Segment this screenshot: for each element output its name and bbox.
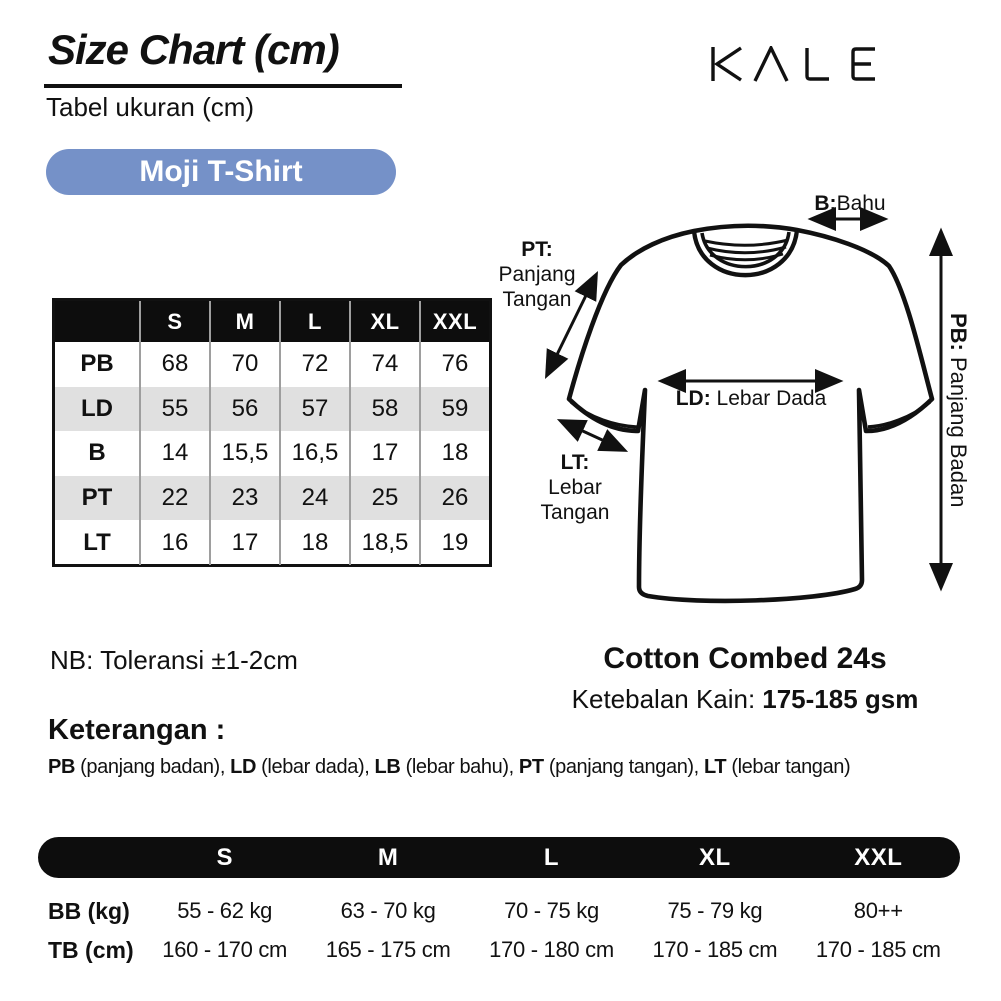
fit-cell: 70 - 75 kg bbox=[504, 898, 599, 923]
panjang-badan-label: PB: Panjang Badan bbox=[946, 312, 972, 508]
table-cell: 17 bbox=[209, 520, 279, 565]
table-cell: 16 bbox=[139, 520, 209, 565]
size-col-header: M bbox=[209, 301, 279, 342]
legend-line: PB (panjang badan), LD (lebar dada), LB (lebar bahu), PT (panjang tangan), LT (lebar tangan) bbox=[48, 756, 851, 778]
table-cell: 74 bbox=[349, 342, 419, 387]
fit-cell: 165 - 175 cm bbox=[325, 937, 451, 962]
legend-title: Keterangan : bbox=[48, 714, 226, 746]
size-col-header: XXL bbox=[419, 301, 489, 342]
table-cell: 14 bbox=[139, 431, 209, 476]
fit-row-bb bbox=[38, 893, 960, 929]
size-table-corner bbox=[55, 301, 139, 342]
fit-cell: 160 - 170 cm bbox=[162, 937, 288, 962]
fit-cell: 170 - 185 cm bbox=[652, 937, 778, 962]
tolerance-note: NB: Toleransi ±1-2cm bbox=[50, 645, 298, 675]
kale-logo bbox=[710, 46, 890, 82]
product-badge-label: Moji T-Shirt bbox=[139, 155, 303, 188]
table-cell: 58 bbox=[349, 387, 419, 432]
table-cell: 17 bbox=[349, 431, 419, 476]
table-cell: 22 bbox=[139, 476, 209, 521]
fit-cell: 75 - 79 kg bbox=[667, 898, 763, 923]
collar-rib bbox=[705, 240, 788, 245]
table-cell: 24 bbox=[279, 476, 349, 521]
fit-cell: 63 - 70 kg bbox=[340, 898, 436, 923]
fit-col-header: L bbox=[543, 843, 560, 871]
page-subtitle: Tabel ukuran (cm) bbox=[46, 92, 255, 122]
size-col-header: XL bbox=[349, 301, 419, 342]
table-cell: 25 bbox=[349, 476, 419, 521]
row-label: B bbox=[88, 439, 106, 467]
table-cell: 56 bbox=[209, 387, 279, 432]
table-cell: 26 bbox=[419, 476, 489, 521]
panjang-tangan-label: PT: Panjang Tangan bbox=[498, 238, 576, 312]
size-table bbox=[52, 298, 492, 567]
table-cell: 72 bbox=[279, 342, 349, 387]
table-cell: 76 bbox=[419, 342, 489, 387]
fit-row-label: BB (kg) bbox=[48, 897, 130, 924]
size-col-header: S bbox=[139, 301, 209, 342]
table-cell: 19 bbox=[419, 520, 489, 565]
tshirt-outline bbox=[569, 226, 932, 601]
title-underline bbox=[44, 84, 402, 88]
table-cell: 18 bbox=[279, 520, 349, 565]
lebar-tangan-label: LT: Lebar Tangan bbox=[540, 451, 610, 525]
fit-col-header: XXL bbox=[854, 843, 903, 871]
table-cell: 16,5 bbox=[279, 431, 349, 476]
row-label: PB bbox=[80, 350, 114, 378]
table-cell: 57 bbox=[279, 387, 349, 432]
fit-row-label: TB (cm) bbox=[48, 936, 134, 963]
fit-col-header: M bbox=[377, 843, 399, 871]
table-cell: 70 bbox=[209, 342, 279, 387]
fabric-thickness: Ketebalan Kain: 175-185 gsm bbox=[571, 684, 919, 714]
table-cell: 59 bbox=[419, 387, 489, 432]
row-label: LT bbox=[83, 528, 111, 556]
fit-row-tb bbox=[38, 932, 960, 968]
fit-table-header bbox=[38, 837, 960, 878]
fit-cell: 80++ bbox=[853, 898, 903, 923]
table-cell: 23 bbox=[209, 476, 279, 521]
collar-rib bbox=[707, 247, 786, 253]
material-name: Cotton Combed 24s bbox=[603, 642, 887, 675]
fit-col-header: S bbox=[216, 843, 233, 871]
bahu-label: B:Bahu bbox=[814, 192, 886, 215]
table-cell: 68 bbox=[139, 342, 209, 387]
row-label: LD bbox=[55, 387, 139, 432]
row-label: PT bbox=[55, 476, 139, 521]
fit-cell: 55 - 62 kg bbox=[177, 898, 273, 923]
product-badge bbox=[46, 149, 396, 195]
table-cell: 55 bbox=[139, 387, 209, 432]
fit-cell: 170 - 185 cm bbox=[815, 937, 941, 962]
table-cell: 18,5 bbox=[349, 520, 419, 565]
table-cell: 15,5 bbox=[209, 431, 279, 476]
fit-cell: 170 - 180 cm bbox=[489, 937, 614, 962]
size-col-header: L bbox=[279, 301, 349, 342]
page-title: Size Chart (cm) bbox=[48, 26, 339, 73]
fit-col-header: XL bbox=[699, 843, 731, 871]
lebar-dada-label: LD: Lebar Dada bbox=[675, 387, 827, 410]
kale-logo-glyphs bbox=[710, 46, 890, 82]
fit-table bbox=[38, 837, 960, 968]
table-cell: 18 bbox=[419, 431, 489, 476]
